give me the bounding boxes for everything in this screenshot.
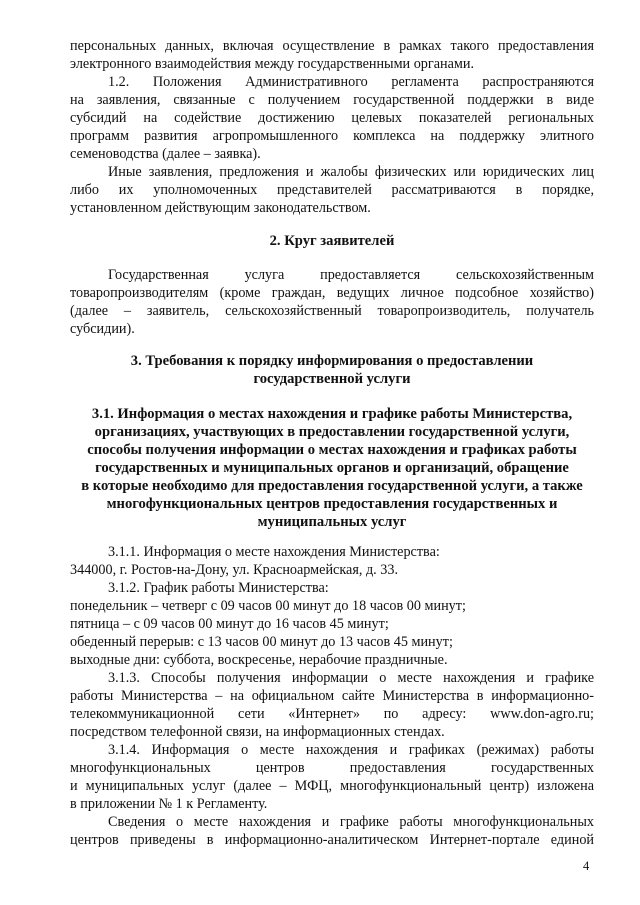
schedule-line: понедельник – четверг с 09 часов 00 минут до 18 часов 00 минут; xyxy=(70,598,466,614)
schedule-line: выходные дни: суббота, воскресенье, нерабочие праздничные. xyxy=(70,652,448,668)
paragraph-3-1-1 xyxy=(70,543,594,579)
heading-line: в которые необходимо для предоставления государственной услуги, а также xyxy=(81,478,583,494)
heading-line: 3.1. Информация о местах нахождения и графике работы Министерства, xyxy=(91,406,573,422)
text-line: Сведения о месте нахождения и графике работы многофункциональных xyxy=(108,814,594,830)
text-line: 1.2. Положения Административного регламента распространяются xyxy=(108,74,594,90)
heading-line: государственных и муниципальных органов и организаций, обращение xyxy=(95,460,569,476)
heading-line: многофункциональных центров предоставления государственных и xyxy=(106,496,558,512)
text-line: на заявления, связанные с получением государственной поддержки в виде xyxy=(70,92,594,108)
text-line: 3.1.3. Способы получения информации о месте нахождения и графике xyxy=(108,670,594,686)
text-line: либо их уполномоченных представителей рассматриваются в порядке, xyxy=(70,182,594,198)
paragraph-continuation xyxy=(70,37,594,73)
subsection-heading-3-1 xyxy=(70,405,594,531)
text-line: в приложении № 1 к Регламенту. xyxy=(70,796,268,812)
paragraph-mfc-info xyxy=(70,813,594,849)
text-line: и муниципальных услуг (далее – МФЦ, многофункциональный центр) изложена xyxy=(70,778,594,794)
text-line: семеноводства (далее – заявка). xyxy=(70,146,261,162)
heading-line: муниципальных услуг xyxy=(257,514,407,530)
heading-line: организациях, участвующих в предоставлении государственной услуги, xyxy=(94,424,570,440)
text-line: электронного взаимодействия между государственными органами. xyxy=(70,56,475,72)
text-line: (далее – заявитель, сельскохозяйственный товаропроизводитель, получатель xyxy=(70,303,594,319)
text-line: субсидии). xyxy=(70,321,135,337)
text-line: товаропроизводителям (кроме граждан, ведущих личное подсобное хозяйство) xyxy=(70,285,594,301)
text-line: субсидий на содействие достижению целевых показателей региональных xyxy=(70,110,594,126)
text-line: персональных данных, включая осуществление в рамках такого предоставления xyxy=(70,38,594,54)
text-line: 3.1.1. Информация о месте нахождения Министерства: xyxy=(108,544,440,560)
address-line: 344000, г. Ростов-на-Дону, ул. Красноармейская, д. 33. xyxy=(70,562,398,578)
text-line: 3.1.4. Информация о месте нахождения и графиках (режимах) работы xyxy=(108,742,594,758)
paragraph-applicants xyxy=(70,266,594,338)
text-line: работы Министерства – на официальном сайте Министерства в информационно- xyxy=(70,688,594,704)
page-number: 4 xyxy=(583,859,590,873)
text-line: 3.1.2. График работы Министерства: xyxy=(108,580,329,596)
text-line: многофункциональных центров предоставления государственных xyxy=(70,760,594,776)
schedule-line: пятница – с 09 часов 00 минут до 16 часов 45 минут; xyxy=(70,616,389,632)
paragraph-3-1-3 xyxy=(70,669,594,741)
text-line: установленном действующим законодательством. xyxy=(70,200,371,216)
heading-line: государственной услуги xyxy=(253,371,411,387)
text-line: Иные заявления, предложения и жалобы физических или юридических лиц xyxy=(108,164,594,180)
paragraph-other-requests xyxy=(70,163,594,217)
paragraph-1-2 xyxy=(70,73,594,163)
heading-line: способы получения информации о местах нахождения и графиках работы xyxy=(87,442,577,458)
text-line: телекоммуникационной сети «Интернет» по адресу: www.don-agro.ru; xyxy=(70,706,594,722)
section-heading-2: 2. Круг заявителей xyxy=(269,233,395,249)
text-line: центров приведены в информационно-аналитическом Интернет-портале единой xyxy=(70,832,594,848)
section-heading-3 xyxy=(70,352,594,388)
heading-line: 3. Требования к порядку информирования о предоставлении xyxy=(130,353,534,369)
text-line: Государственная услуга предоставляется сельскохозяйственным xyxy=(108,267,594,283)
schedule-line: обеденный перерыв: с 13 часов 00 минут до 13 часов 45 минут; xyxy=(70,634,453,650)
text-line: программ развития агропромышленного комплекса на поддержку элитного xyxy=(70,128,594,144)
paragraph-3-1-4 xyxy=(70,741,594,813)
paragraph-3-1-2 xyxy=(70,579,594,669)
text-line: посредством телефонной связи, на информационных стендах. xyxy=(70,724,445,740)
